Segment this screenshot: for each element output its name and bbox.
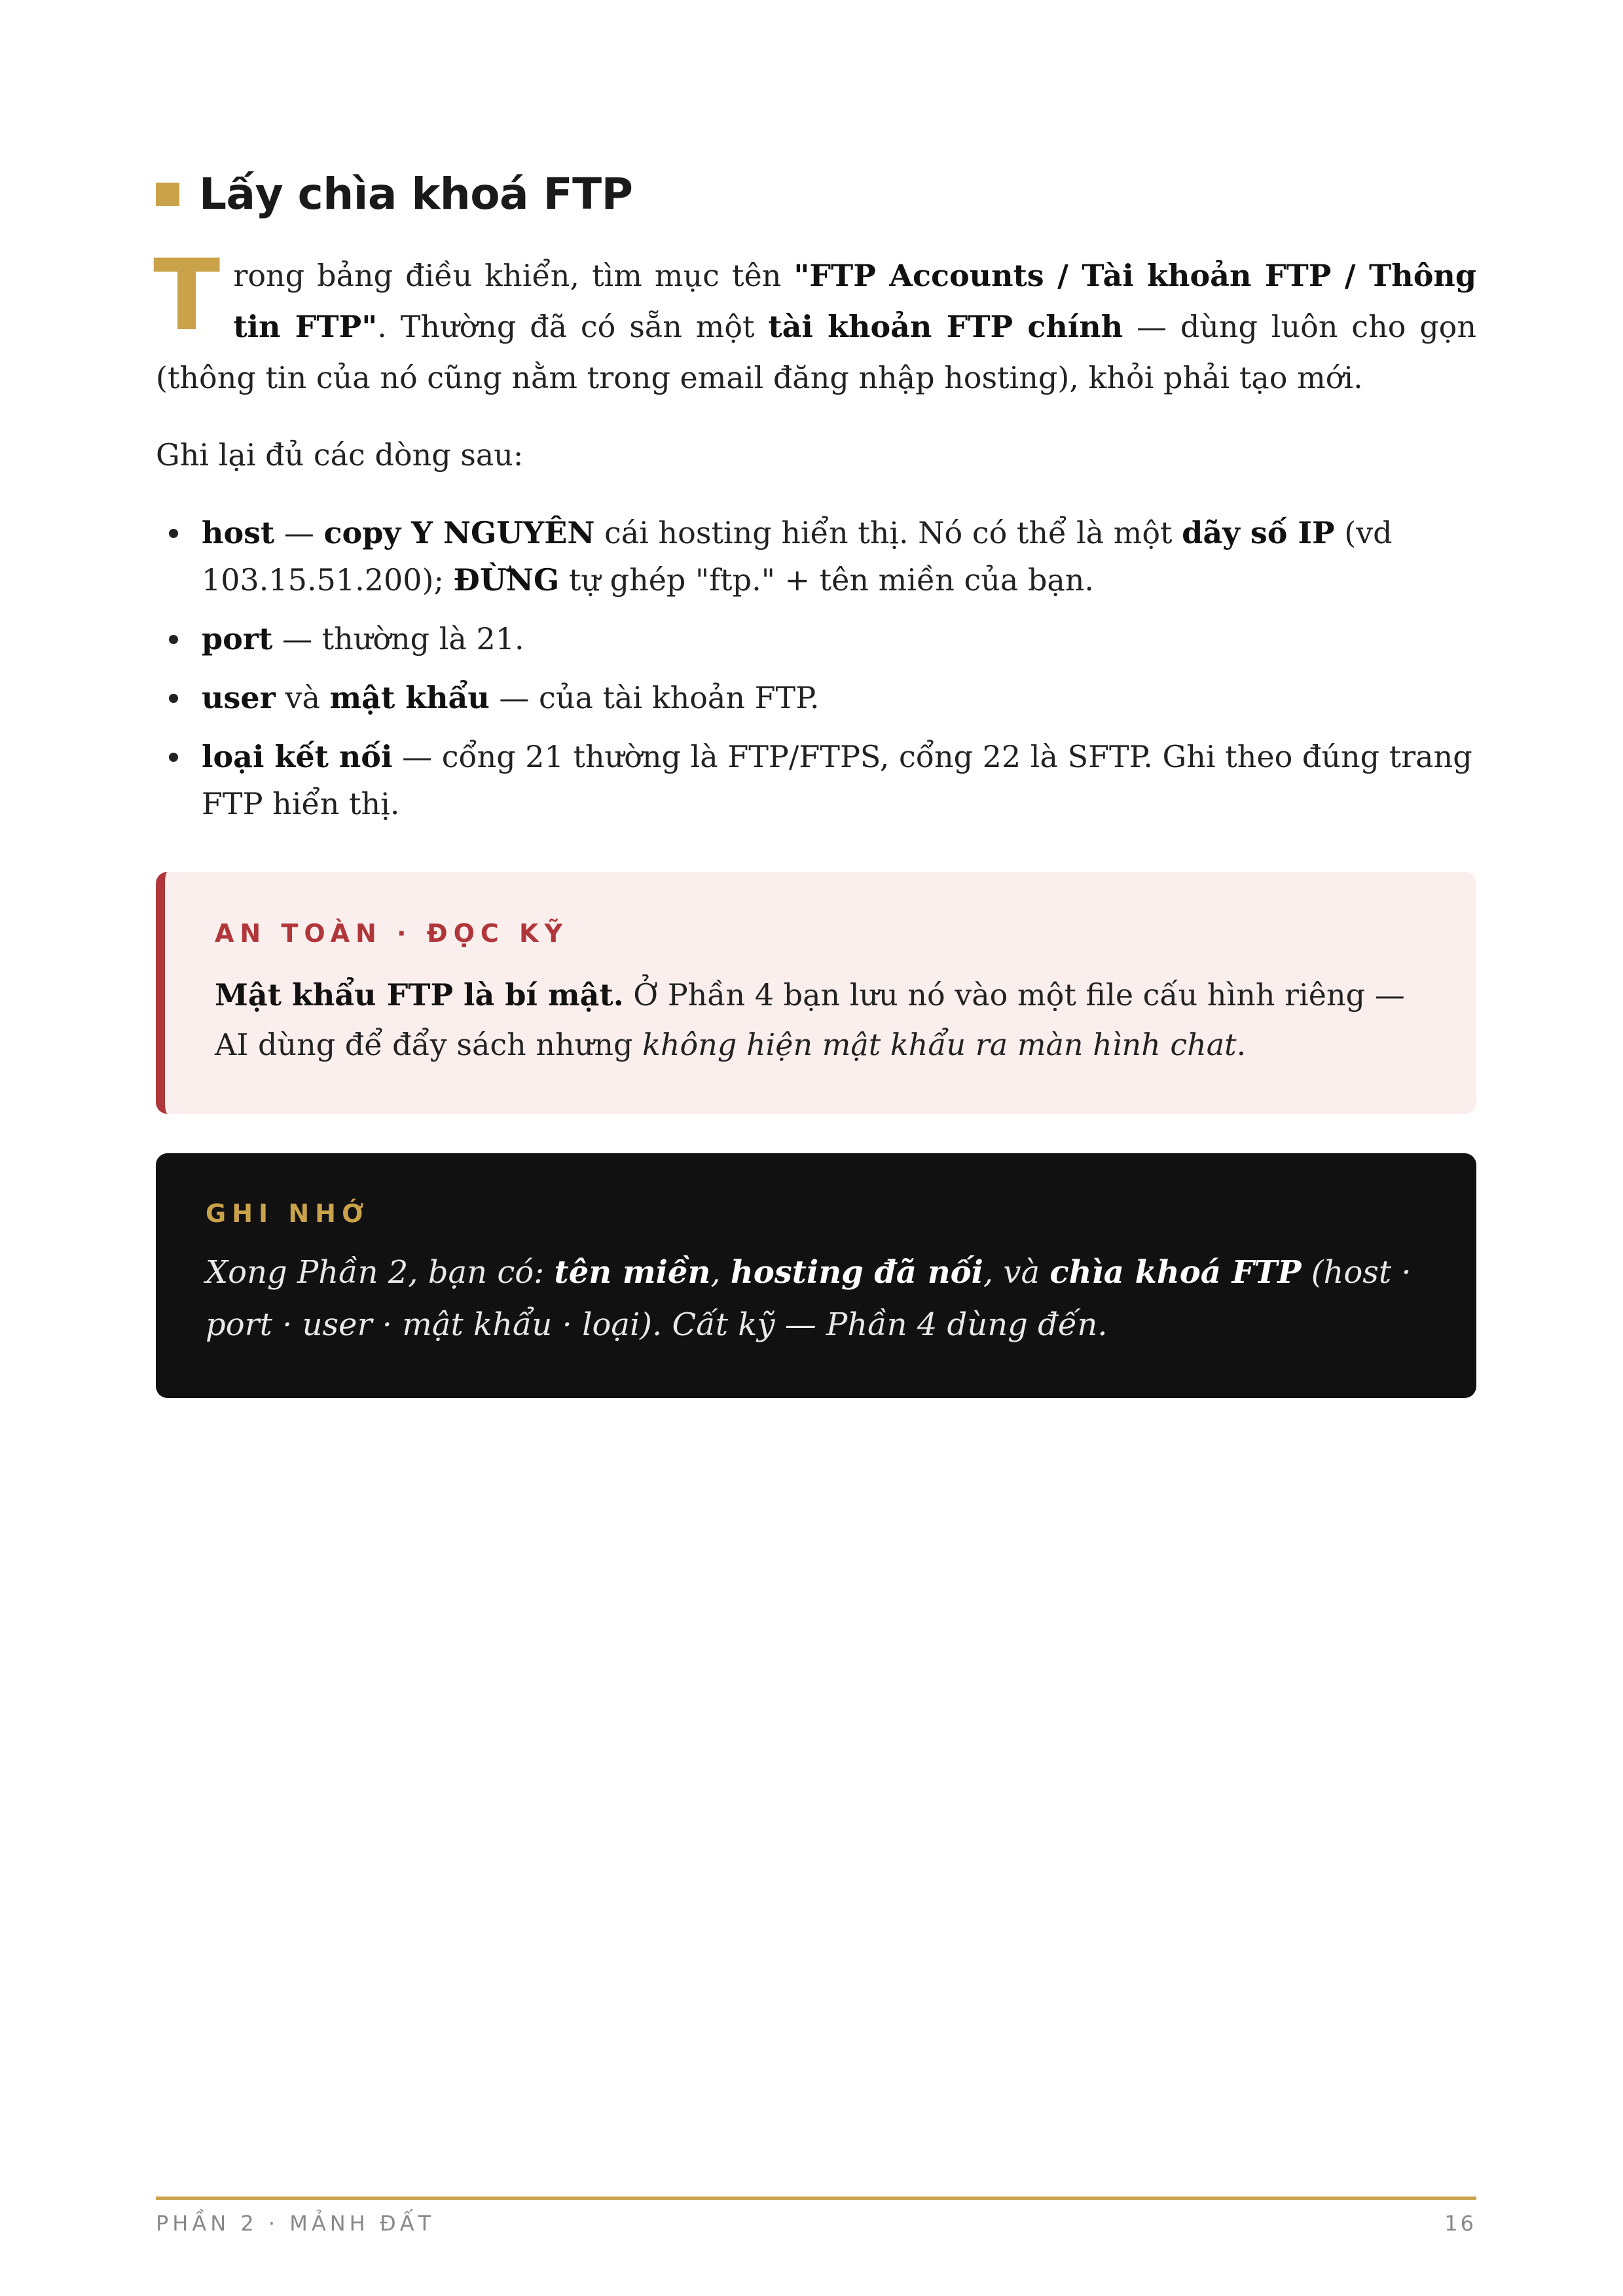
password-term: mật khẩu <box>329 680 490 715</box>
footer-divider <box>156 2197 1476 2200</box>
note-text-2: , <box>710 1254 731 1291</box>
warning-text <box>215 970 1431 1069</box>
host-bold-3: dãy số IP <box>1182 515 1335 550</box>
intro-text-1: rong bảng điều khiển, tìm mục tên <box>233 258 794 293</box>
host-term: host <box>202 515 275 550</box>
note-bold-domain: tên miền <box>554 1254 711 1291</box>
drop-cap: T <box>153 239 221 353</box>
connection-type-term: loại kết nối <box>202 739 393 774</box>
user-text-1: và <box>275 680 330 715</box>
summary-note <box>156 1153 1476 1398</box>
info-list <box>202 509 1478 839</box>
intro-text-2: . Thường đã có sẵn một <box>377 309 769 344</box>
host-text-4: tự ghép "ftp." + tên miền của bạn. <box>559 562 1095 598</box>
note-text-1: Xong Phần 2, bạn có: <box>206 1254 555 1291</box>
note-text-4: (host · port · user · mật khẩu · loại). Cất kỹ — Phần 4 dùng đến. <box>206 1254 1412 1343</box>
note-text <box>206 1246 1431 1351</box>
list-item-connection-type <box>202 733 1478 827</box>
user-term: user <box>202 680 276 715</box>
host-bold-2: copy Y NGUYÊN <box>323 515 595 550</box>
list-item-host <box>202 509 1478 603</box>
intro-text-3: — dùng luôn cho gọn (thông tin của nó cũng nằm trong email đăng nhập hosting), khỏi phải tạo mới. <box>156 309 1477 395</box>
note-label: GHI NHỚ <box>206 1199 370 1228</box>
footer-section: PHẦN 2 · MẢNH ĐẤT <box>156 2211 435 2236</box>
warning-label: AN TOÀN · ĐỌC KỸ <box>215 919 568 948</box>
user-text-2: — của tài khoản FTP. <box>489 680 820 715</box>
note-bold-ftp-key: chìa khoá FTP <box>1049 1254 1302 1291</box>
intro-text <box>156 250 1476 403</box>
host-text-1: — <box>274 515 324 550</box>
warning-callout <box>156 872 1476 1114</box>
page-number: 16 <box>1444 2211 1476 2236</box>
host-bold-4: ĐỪNG <box>453 562 560 598</box>
intro-bold-2: tài khoản FTP chính <box>768 309 1123 344</box>
warning-text-1: Ở Phần 4 bạn lưu nó vào một file cấu hình riêng — AI dùng để đẩy sách nhưng <box>215 977 1405 1062</box>
note-text-3: , và <box>983 1254 1050 1291</box>
port-text: — thường là 21. <box>272 621 524 656</box>
list-item-user <box>202 674 1478 721</box>
host-text-3: (vd 103.15.51.200); <box>202 515 1393 598</box>
note-bold-hosting: hosting đã nối <box>730 1254 983 1291</box>
warning-text-2: . <box>1236 1027 1247 1062</box>
section-title: Lấy chìa khoá FTP <box>199 169 633 219</box>
warning-italic: không hiện mật khẩu ra màn hình chat <box>642 1027 1237 1062</box>
list-lead: Ghi lại đủ các dòng sau: <box>156 437 524 473</box>
connection-type-text: — cổng 21 thường là FTP/FTPS, cổng 22 là SFTP. Ghi theo đúng trang FTP hiển thị. <box>202 739 1472 821</box>
section-heading <box>156 169 633 219</box>
list-item-port <box>202 615 1478 662</box>
host-text-2: cái hosting hiển thị. Nó có thể là một <box>594 515 1182 550</box>
warning-bold: Mật khẩu FTP là bí mật. <box>215 977 624 1013</box>
intro-bold-1: "FTP Accounts / Tài khoản FTP / Thông tin FTP" <box>233 258 1477 344</box>
intro-paragraph <box>153 239 1477 403</box>
heading-square-icon <box>156 183 179 206</box>
port-term: port <box>202 621 273 656</box>
